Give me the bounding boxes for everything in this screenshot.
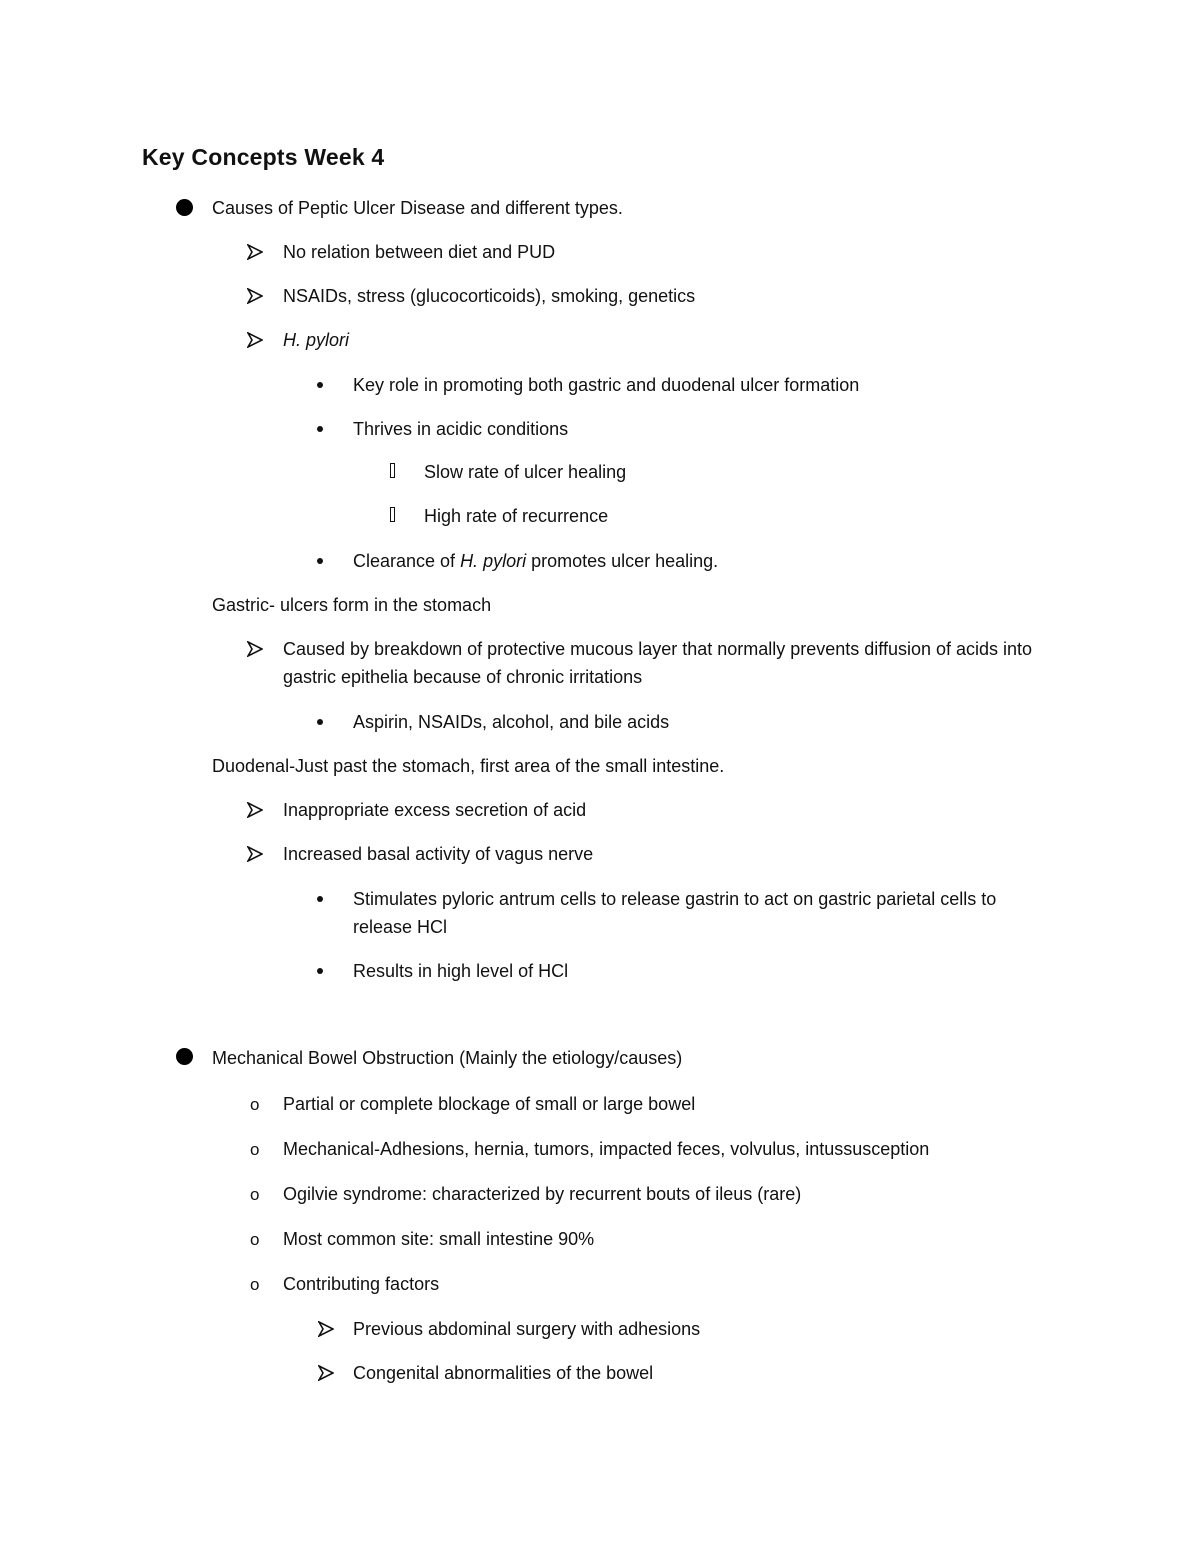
list-item: Slow rate of ulcer healing: [424, 462, 627, 482]
page-title: Key Concepts Week 4: [142, 144, 385, 170]
o-bullet-icon: o: [250, 1230, 260, 1249]
gastric-heading: Gastric- ulcers form in the stomach: [212, 595, 492, 615]
list-item: Previous abdominal surgery with adhesions: [353, 1319, 701, 1339]
arrow-bullet-icon: [247, 244, 263, 260]
list-item: No relation between diet and PUD: [283, 242, 556, 262]
h-pylori-label: H. pylori: [460, 551, 527, 571]
small-bullet-icon: [317, 719, 323, 725]
list-item: Most common site: small intestine 90%: [283, 1229, 595, 1249]
list-item: Results in high level of HCl: [353, 961, 569, 981]
arrow-bullet-icon: [247, 846, 263, 862]
arrow-bullet-icon: [247, 641, 263, 657]
filled-circle-bullet-icon: [176, 1048, 193, 1065]
small-bullet-icon: [317, 426, 323, 432]
duodenal-heading: Duodenal-Just past the stomach, first area of the small intestine.: [212, 756, 725, 776]
arrow-bullet-icon: [247, 288, 263, 304]
list-item: Ogilvie syndrome: characterized by recurrent bouts of ileus (rare): [283, 1184, 802, 1204]
list-item: Increased basal activity of vagus nerve: [283, 844, 594, 864]
list-item: Key role in promoting both gastric and duodenal ulcer formation: [353, 375, 860, 395]
arrow-bullet-icon: [247, 802, 263, 818]
section-heading-bowel: Mechanical Bowel Obstruction (Mainly the etiology/causes): [212, 1048, 683, 1068]
list-item: Contributing factors: [283, 1274, 440, 1294]
arrow-bullet-icon: [247, 332, 263, 348]
small-bullet-icon: [317, 896, 323, 902]
clearance-text-start: Clearance of: [353, 551, 461, 571]
small-bullet-icon: [317, 558, 323, 564]
missing-glyph-box-icon: [390, 507, 395, 522]
missing-glyph-box-icon: [390, 463, 395, 478]
list-item: [283, 326, 349, 354]
small-bullet-icon: [317, 382, 323, 388]
h-pylori-label: H. pylori: [283, 330, 350, 350]
o-bullet-icon: o: [250, 1275, 260, 1294]
list-item: Stimulates pyloric antrum cells to release gastrin to act on gastric parietal cells to release HCl: [353, 889, 997, 937]
small-bullet-icon: [317, 968, 323, 974]
section-heading-pud: Causes of Peptic Ulcer Disease and different types.: [212, 198, 623, 218]
list-item: Congenital abnormalities of the bowel: [353, 1363, 654, 1383]
o-bullet-icon: o: [250, 1185, 260, 1204]
list-item: NSAIDs, stress (glucocorticoids), smoking, genetics: [283, 286, 696, 306]
arrow-bullet-icon: [318, 1321, 334, 1337]
list-item: Inappropriate excess secretion of acid: [283, 800, 587, 820]
list-item: Partial or complete blockage of small or large bowel: [283, 1094, 696, 1114]
o-bullet-icon: o: [250, 1140, 260, 1159]
list-item: Aspirin, NSAIDs, alcohol, and bile acids: [353, 712, 670, 732]
list-item-clearance: [353, 547, 718, 575]
list-item: High rate of recurrence: [424, 506, 609, 526]
list-item: Mechanical-Adhesions, hernia, tumors, impacted feces, volvulus, intussusception: [283, 1139, 930, 1159]
arrow-bullet-icon: [318, 1365, 334, 1381]
o-bullet-icon: o: [250, 1095, 260, 1114]
list-item: Thrives in acidic conditions: [353, 419, 569, 439]
clearance-text-end: promotes ulcer healing.: [526, 551, 719, 571]
list-item: Caused by breakdown of protective mucous layer that normally prevents diffusion of acids into gastric epithelia because of chronic irritations: [283, 639, 1033, 687]
filled-circle-bullet-icon: [176, 199, 193, 216]
